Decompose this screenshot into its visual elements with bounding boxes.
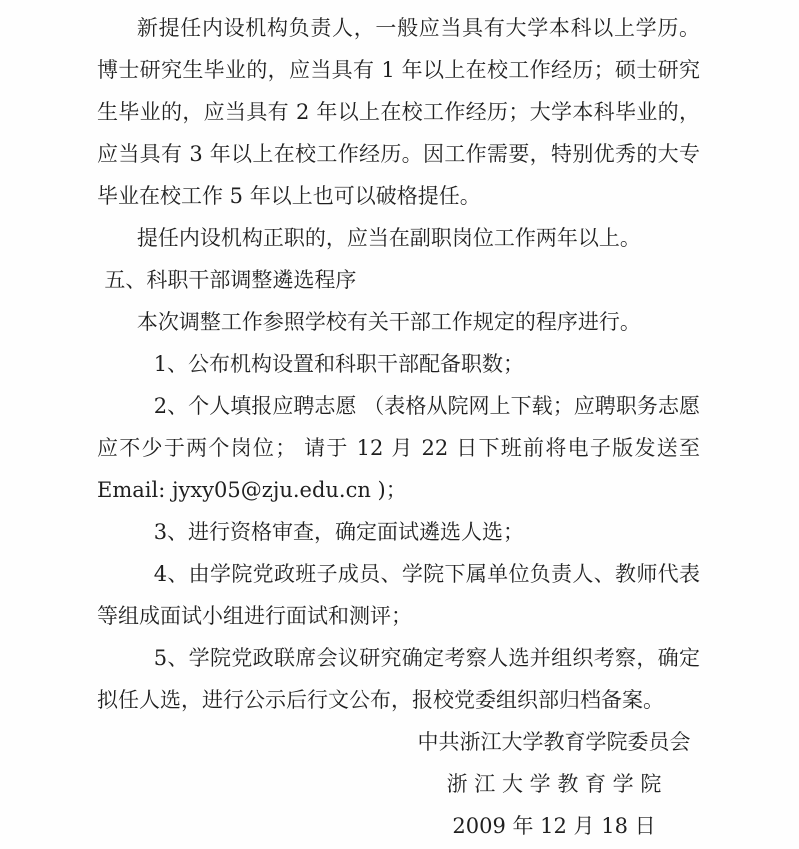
signature-date: 2009 年 12 月 18 日 [452, 814, 656, 838]
list-item-step-4: 4、由学院党政班子成员、学院下属单位负责人、教师代表等组成面试小组进行面试和测评； [97, 562, 700, 628]
list-item-step-2: 2、个人填报应聘志愿 （表格从院网上下载；应聘职务志愿应不少于两个岗位； 请于 12 月 22 日下班前将电子版发送至 Email: jyxy05@zju.edu.cn )； [97, 394, 700, 502]
paragraph-procedure-intro: 本次调整工作参照学校有关干部工作规定的程序进行。 [136, 310, 641, 334]
section-heading-selection-procedure: 五、科职干部调整遴选程序 [104, 268, 357, 292]
list-item-step-1: 1、公布机构设置和科职干部配备职数； [153, 352, 525, 376]
signature-college-name: 浙 江 大 学 教 育 学 院 [446, 772, 662, 796]
list-item-step-3: 3、进行资格审查，确定面试遴选人选； [153, 520, 525, 544]
signature-committee-name: 中共浙江大学教育学院委员会 [417, 730, 691, 754]
list-item-step-5: 5、学院党政联席会议研究确定考察人选并组织考察，确定拟任人选，进行公示后行文公布，报校党委组织部归档备案。 [97, 646, 700, 712]
paragraph-new-appointment-qualifications: 新提任内设机构负责人，一般应当具有大学本科以上学历。博士研究生毕业的，应当具有 1 年以上在校工作经历；硕士研究生毕业的，应当具有 2 年以上在校工作经历；大学本科毕业的，应当具有 3 年以上在校工作经历。因工作需要，特别优秀的大专毕业在校工作 5 年以上也可以破格提任。 [97, 16, 700, 208]
paragraph-principal-post-requirement: 提任内设机构正职的，应当在副职岗位工作两年以上。 [136, 226, 641, 250]
signature-block [408, 721, 700, 847]
